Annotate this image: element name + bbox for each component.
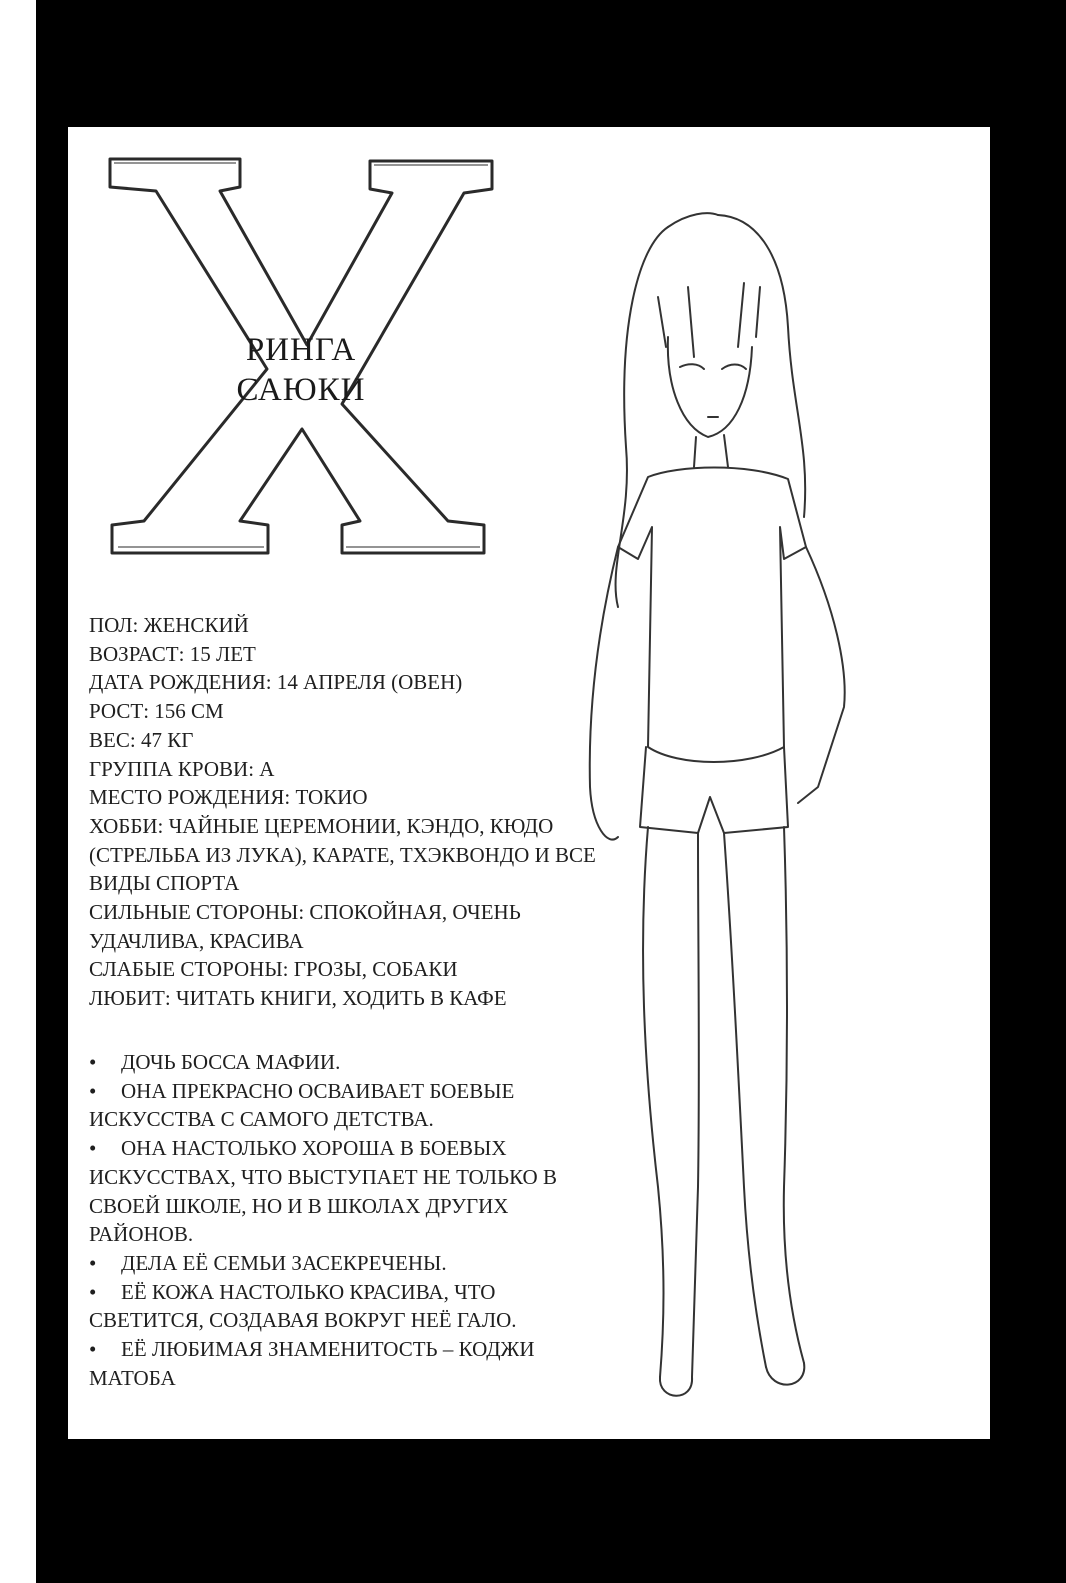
note-text: ОНА НАСТОЛЬКО ХОРОША В БОЕВЫХ ИСКУССТВАХ, ЧТО ВЫСТУПАЕТ НЕ ТОЛЬКО В СВОЕЙ ШКОЛЕ, НО И В ШКОЛАХ ДРУГИХ РАЙОНОВ. <box>89 1136 557 1247</box>
profile-label: ПОЛ: <box>89 613 139 637</box>
note-text: ДОЧЬ БОССА МАФИИ. <box>121 1050 341 1074</box>
bullet-icon: • <box>89 1050 97 1074</box>
bullet-icon: • <box>89 1136 97 1161</box>
profile-value: А <box>259 756 275 781</box>
profile-row <box>89 726 609 755</box>
profile-label: ЛЮБИТ: <box>89 986 171 1011</box>
profile-label: ДАТА РОЖДЕНИЯ: <box>89 670 272 695</box>
note-item <box>89 1335 609 1392</box>
note-item <box>89 1278 609 1335</box>
profile-label: ХОББИ: <box>89 813 164 838</box>
profile-value: 156 СМ <box>154 699 224 724</box>
note-text: ЕЁ КОЖА НАСТОЛЬКО КРАСИВА, ЧТО СВЕТИТСЯ, СОЗДАВАЯ ВОКРУГ НЕЁ ГАЛО. <box>89 1279 517 1333</box>
character-profile-card <box>68 127 990 1439</box>
note-text: ОНА ПРЕКРАСНО ОСВАИВАЕТ БОЕВЫЕ ИСКУССТВА С САМОГО ДЕТСТВА. <box>89 1078 515 1132</box>
last-name: САЮКИ <box>236 372 366 408</box>
profile-value: ЧАЙНЫЕ ЦЕРЕМОНИИ, КЭНДО, КЮДО (СТРЕЛЬБА ИЗ ЛУКА), КАРАТЕ, ТХЭКВОНДО И ВСЕ ВИДЫ СПОРТА <box>89 813 596 896</box>
profile-value: 14 АПРЕЛЯ (ОВЕН) <box>276 670 463 695</box>
profile-label: ВОЗРАСТ: <box>89 641 185 666</box>
page-margin <box>0 0 36 1583</box>
profile-value: СПОКОЙНАЯ, ОЧЕНЬ УДАЧЛИВА, КРАСИВА <box>89 900 521 953</box>
note-text: ДЕЛА ЕЁ СЕМЬИ ЗАСЕКРЕЧЕНЫ. <box>121 1250 447 1275</box>
note-item <box>89 1249 609 1278</box>
profile-value: ГРОЗЫ, СОБАКИ <box>293 957 458 982</box>
character-illustration <box>548 187 868 1427</box>
note-item <box>89 1134 609 1249</box>
notes-list <box>89 1048 609 1392</box>
profile-row <box>89 955 609 984</box>
profile-list <box>89 611 609 1013</box>
first-name: РИНГА <box>245 332 357 368</box>
bullet-icon: • <box>89 1279 97 1304</box>
profile-label: СЛАБЫЕ СТОРОНЫ: <box>89 957 289 982</box>
profile-label: ГРУППА КРОВИ: <box>89 756 255 781</box>
profile-label: МЕСТО РОЖДЕНИЯ: <box>89 785 291 810</box>
note-text: ЕЁ ЛЮБИМАЯ ЗНАМЕНИТОСТЬ – КОДЖИ МАТОБА <box>89 1337 535 1390</box>
bullet-icon: • <box>89 1078 97 1103</box>
profile-label: СИЛЬНЫЕ СТОРОНЫ: <box>89 900 305 925</box>
profile-row <box>89 640 609 669</box>
bullet-icon: • <box>89 1337 97 1362</box>
profile-value: 15 ЛЕТ <box>189 641 256 666</box>
profile-row <box>89 898 609 955</box>
profile-row <box>89 984 609 1013</box>
profile-row <box>89 668 609 697</box>
profile-value: ЖЕНСКИЙ <box>143 613 249 637</box>
profile-label: РОСТ: <box>89 699 150 724</box>
profile-row <box>89 755 609 784</box>
profile-row <box>89 611 609 640</box>
profile-row <box>89 783 609 812</box>
bullet-icon: • <box>89 1250 97 1275</box>
profile-row <box>89 812 609 898</box>
profile-row <box>89 697 609 726</box>
profile-value: ТОКИО <box>295 785 368 810</box>
profile-label: ВЕС: <box>89 727 136 752</box>
note-item <box>89 1048 609 1077</box>
profile-value: ЧИТАТЬ КНИГИ, ХОДИТЬ В КАФЕ <box>175 986 507 1011</box>
note-item <box>89 1077 609 1134</box>
profile-value: 47 КГ <box>140 727 194 752</box>
